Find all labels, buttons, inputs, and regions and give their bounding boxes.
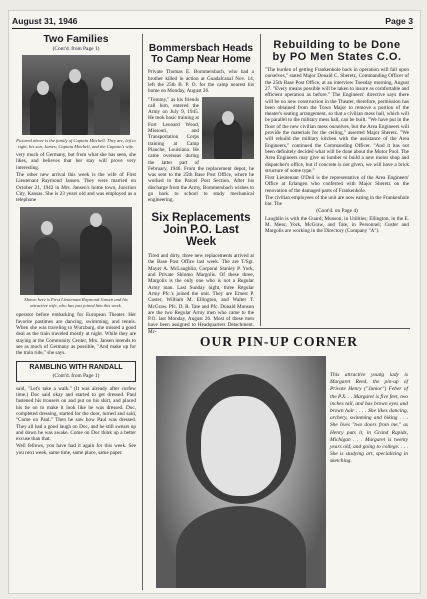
article-text: very much of Germany, but from what she has seen, she likes, and believes that her stay will prove very interesting. (16, 152, 136, 171)
article-text: Laughlin is with the Guard; Munson, in Utilities; Ellington, in the E. M. Mess; York, McGraw, and Tate, in Personnel; Custer and Margolis are working in the Directory (Company "A"). (265, 215, 409, 235)
column-divider-3 (142, 326, 143, 590)
article-body-wrap (148, 97, 254, 204)
column-rebuilding (265, 40, 409, 235)
photo-caption-mitchell: Pictured above is the family of Captain Mitchell. They are, left to right, his son, James; Captain Mitchell, and the Captain's wife. (16, 138, 136, 149)
column-heading-box (16, 361, 136, 381)
article-text: The civilian employees of the unit are now eating in the Frankenhole bar. The (265, 195, 409, 208)
article-title-replacements: Six Replacements Join P.O. Last Week (151, 210, 251, 248)
article-text: "The burden of getting Frankenhole back in operation will fall upon ourselves," stated Major Donald C. Sheretz, Commanding Officer of the 25th Base Post Office, at an interview Tuesday morning, August 27. "Every means possible will be taken to insure as comfortable and efficient operation as before." The Engineers' directive says there will be no new construction in the Theater, therefore, permission has been obtained from the Town Major to remove a portion of the theater's seating arrangement, so that a civilian mess hall, which will be parallel to the military mess hall, can be built. "We have put in the floor of the new civilian mess ourselves, but the Area Engineers will provide the materials for the ceiling," asserted Major Sheretz. "We will rebuild the military kitchen with the assistance of the Area Engineers," continued the Commanding Officer. "And it has not been definitely decided what will be done about the Motor Pool. The Area Engineers may give us lumber to build a new motor shop and dispatcher's office, but if concrete is not given, we will have a brick structure of some type." (265, 67, 409, 174)
column-bommersbach (148, 44, 254, 335)
photo-caption-jansen: Shown here is First Lieutenant Raymond Jansen and his attractive wife, who has just joined him this week. (24, 297, 128, 308)
continued-note: (Cont'd. from Page 1) (52, 372, 100, 379)
article-title-rebuilding: Rebuilding to be Done by PO Men States C.O. (272, 39, 402, 63)
photo-bommersbach (202, 97, 254, 159)
section-title-pinup: OUR PIN-UP CORNER (199, 334, 359, 349)
article-text: operator before embarking for European Theater. Her favorite pastimes are dancing, swimming, and tennis. When she was traveling to Wurzburg, she missed a good deal as the train traveled mostly at night. While they are staying at the Community Center, Mrs. Jansen intends to see as much of Germany as possible, "And make up for the train ride," she says. (16, 312, 136, 357)
article-title-bommersbach: Bommersbach Heads To Camp Near Home (148, 43, 254, 65)
photo-jansen-couple (20, 207, 132, 295)
article-text: Private Thomas E. Bommersbach, who had a brother killed in action at Guadalcanal Nov. 14, left the 25th B. P. O. for the camp nearest his home on Monday, August 26. (148, 69, 254, 95)
continued-note: (Cont'd. on Page 4) (316, 207, 358, 214)
column-text-randall: Well fellows, you have had it again for this week. See you next week, same time, same place, same paper. (16, 443, 136, 456)
article-text: "Tommy," as his friends call him, entered the Army on July 9, 1945. He took basic training at Fort Leonard Wood, Missouri, and Transportation Corps training at Camp Plauche, Louisiana. He came overseas during the latter part of February, 1946. From the replacement depot, he was sent to the 25th Base Post Office, where he worked in the Parcel Post Section. After his discharge from the Army, Bommersbach wishes to go back to school to study mechanical engineering. (148, 96, 254, 204)
article-text: First Lieutenant O'Dell is the representative of the Area Engineers' Office at Erlangen who conferred with Major Sheretz on the renovation of the damaged parts of Frankenhole. (265, 175, 409, 194)
page-number: Page 3 (385, 16, 413, 26)
continued-note: (Cont'd. from Page 1) (52, 46, 100, 53)
article-title-two-families: Two Families (43, 33, 109, 45)
section-divider (148, 328, 410, 329)
pinup-text: This attractive young lady is Margaret Reed, the pin-up of Private Henry ("Junior") Feber of the P.X. . . Margaret is five feet, two inches tall, and has brown eyes and brown hair . . . . She likes dancing, archery, swimming and hiking . . . She lives "two doors from me," as Henry puts it, in Grand Rapids, Michigan . . . Margaret is twenty years old, and going to college. . . . She is studying art, specializing in sketching. (330, 372, 408, 465)
column-title-randall: RAMBLING WITH RANDALL (29, 364, 123, 372)
column-divider-1 (142, 34, 143, 326)
column-two-families (16, 34, 136, 456)
issue-date: August 31, 1946 (12, 16, 78, 26)
photo-mitchell-family (22, 55, 130, 135)
photo-margaret-reed (156, 356, 326, 588)
article-text: The other new arrival this week is the wife of First Lieutenant Raymond Jansen. They were married on October 21, 1942 in Mrs. Jansen's home town, Junction City, Kansas. She is 23 years old and was employed as a telephone (16, 171, 136, 204)
column-divider-2 (260, 34, 261, 326)
header-rule (12, 28, 413, 29)
column-text-randall: said, "Let's take a walk." (It was already after curfew time.) Doc said okay and started to get dressed. Paul fastened his trousers on and put on his shirt, and placed his tie on to make it look like he was dressed. Doc, completed dressing, started for the door, turned and said, "Come on Paul." Then he saw how Paul was dressed. They all had a good laugh on Doc, and he still swears up and down he was awake. Come on Doc think up a better excuse than that. (16, 385, 136, 443)
article-text: Tired and dirty, three new replacements arrived at the Base Post Office last week. The are T/Sgt. Mayer A. McLaughlin, Corporal Stanley P. York, and Private Shlomo Margolis. Of these three, Margolis is the only one who is not a Regular Army man. Last Sunday night, three Regular Army Pfc.'s joined the unit. They are Ernest P. Custer, William M. Ellington, and Walter T. McGraw. Pfc. D. R. Tate and Pfc. Donald Munson are the two Regular Army men who came to the P.O. last Monday, August 26. Most of these men have been assigned to Headquarters Detachment. Mc- (148, 253, 254, 335)
